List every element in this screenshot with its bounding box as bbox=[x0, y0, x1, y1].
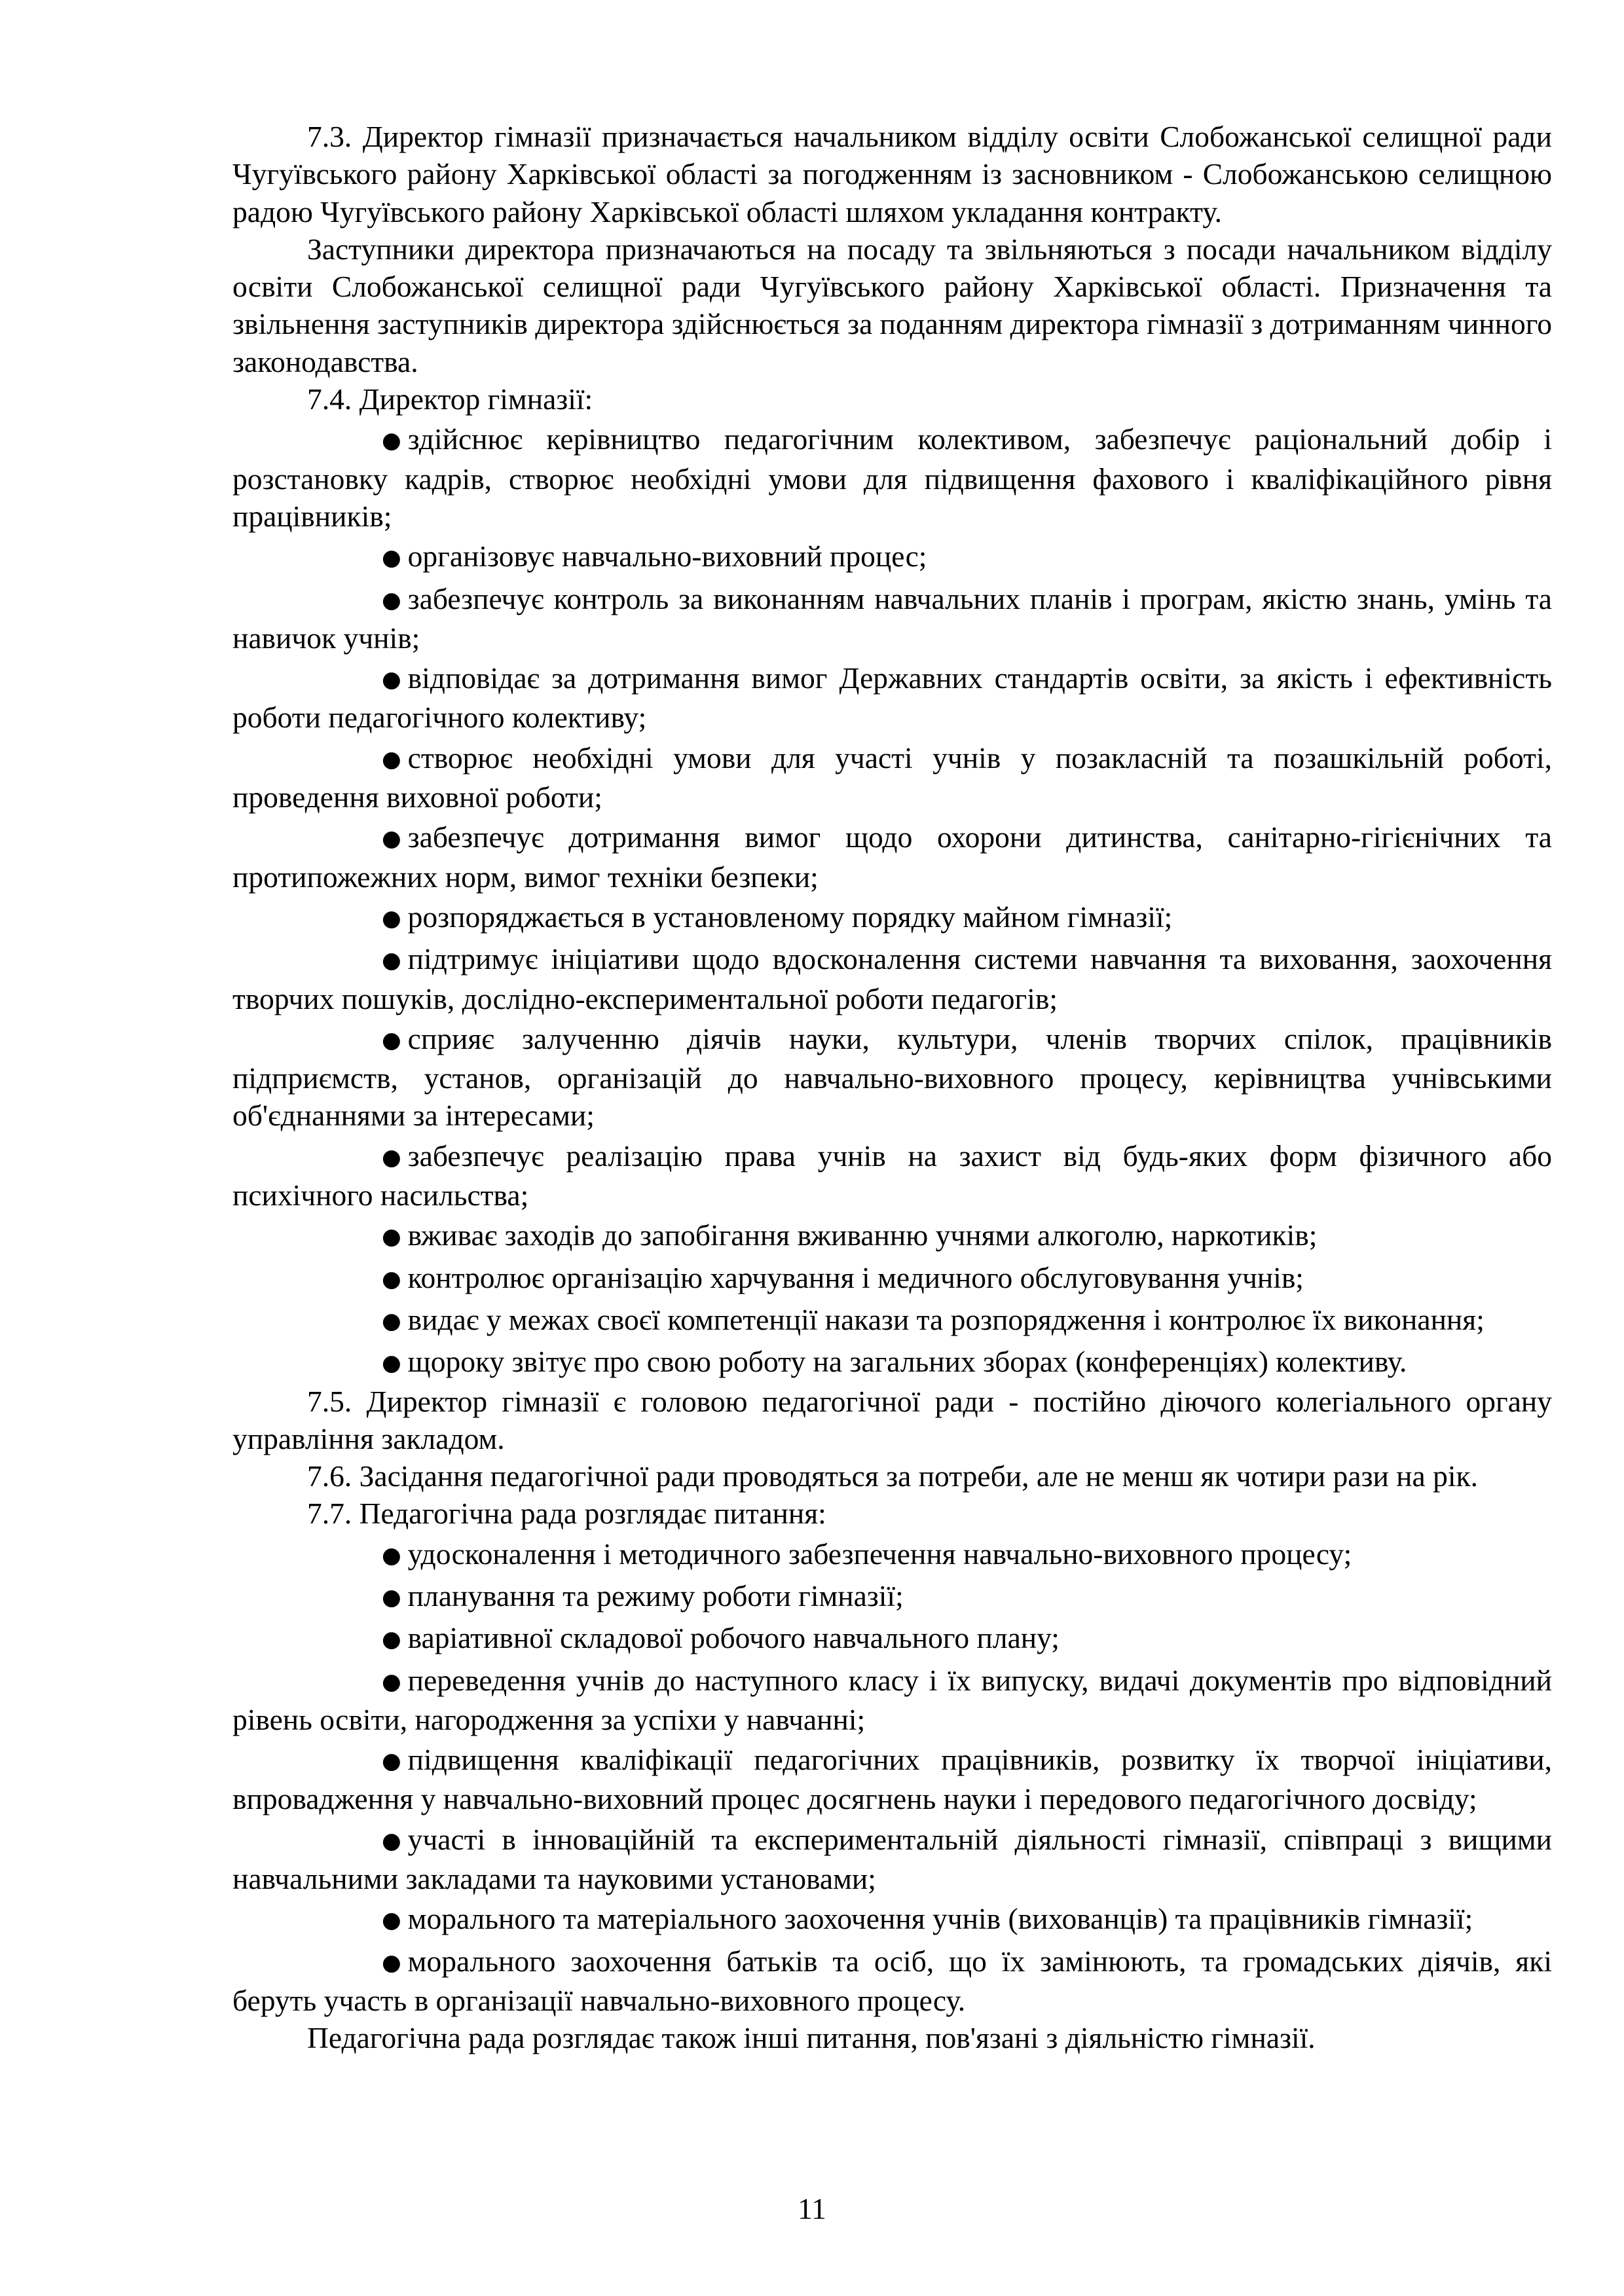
list-item-text: морального заохочення батьків та осіб, що їх замінюють, та громадських діячів, які беруть участь в організації навчально-виховного процесу. bbox=[232, 1944, 1552, 2017]
bullet-icon: ● bbox=[382, 1668, 401, 1695]
list-item-text: вживає заходів до запобігання вживанню учнями алкоголю, наркотиків; bbox=[407, 1218, 1318, 1252]
list-item-text: забезпечує контроль за виконанням навчальних планів і програм, якістю знань, умінь та навичок учнів; bbox=[232, 581, 1552, 655]
list-item bbox=[232, 1216, 1552, 1256]
list-item bbox=[232, 1900, 1552, 1939]
paragraph-7-5: 7.5. Директор гімназії є головою педагогічної ради - постійно діючого колегіального органу управління закладом. bbox=[232, 1384, 1552, 1455]
list-item bbox=[232, 659, 1552, 737]
list-item-text: варіативної складової робочого навчального плану; bbox=[407, 1621, 1060, 1655]
list-item bbox=[232, 1741, 1552, 1818]
bullet-icon: ● bbox=[382, 1224, 401, 1250]
list-item-text: морального та матеріального заохочення учнів (вихованців) та працівників гімназії; bbox=[407, 1902, 1473, 1936]
list-item-text: підвищення кваліфікації педагогічних працівників, розвитку їх творчої ініціативи, впровадження у навчально-виховний процес досягнень науки і передового педагогічного досвіду; bbox=[232, 1743, 1552, 1816]
list-item-text: розпоряджається в установленому порядку майном гімназії; bbox=[407, 900, 1173, 934]
list-item bbox=[232, 538, 1552, 577]
list-item bbox=[232, 580, 1552, 657]
bullet-icon: ● bbox=[382, 1827, 401, 1854]
list-item bbox=[232, 818, 1552, 896]
bullet-icon: ● bbox=[382, 1907, 401, 1934]
list-item-text: видає у межах своєї компетенції накази та розпорядження і контролює їх виконання; bbox=[407, 1302, 1485, 1336]
bullet-icon: ● bbox=[382, 1949, 401, 1976]
bullet-icon: ● bbox=[382, 1542, 401, 1569]
list-item bbox=[232, 1619, 1552, 1658]
paragraph-7-3: 7.3. Директор гімназії призначається начальником відділу освіти Слобожанської селищної ради Чугуївського району Харківської області за погодженням із засновником - Слобожанською селищною радою Чугуївського району Харківської області шляхом укладання контракту. bbox=[232, 120, 1552, 228]
paragraph-deputies: Заступники директора призначаються на посаду та звільняються з посади начальником відділу освіти Слобожанської селищної ради Чугуївського району Харківської області. Призначення та звільнення заступників директора здійснюється за поданням директора гімназії з дотриманням чинного законодавства. bbox=[232, 232, 1552, 378]
list-item-text: удосконалення і методичного забезпечення навчально-виховного процесу; bbox=[407, 1537, 1352, 1571]
paragraph-7-6: 7.6. Засідання педагогічної ради проводяться за потреби, але не менш як чотири рази на рік. bbox=[307, 1459, 1478, 1493]
paragraph-7-4: 7.4. Директор гімназії: bbox=[307, 382, 593, 416]
bullet-icon: ● bbox=[382, 1748, 401, 1775]
list-item-text: забезпечує реалізацію права учнів на захист від будь-яких форм фізичного або психічного насильства; bbox=[232, 1139, 1552, 1212]
list-item-text: організовує навчально-виховний процес; bbox=[407, 539, 927, 574]
list-item-text: участі в інноваційній та експериментальній діяльності гімназії, співпраці з вищими навчальними закладами та науковими установами; bbox=[232, 1822, 1552, 1896]
list-item bbox=[232, 1577, 1552, 1616]
bullet-icon: ● bbox=[382, 1266, 401, 1292]
bullet-icon: ● bbox=[382, 905, 401, 932]
bullet-icon: ● bbox=[382, 746, 401, 773]
list-item-text: планування та режиму роботи гімназії; bbox=[407, 1578, 904, 1613]
bullet-icon: ● bbox=[382, 587, 401, 613]
list-item bbox=[232, 940, 1552, 1017]
paragraph-7-7: 7.7. Педагогічна рада розглядає питання: bbox=[307, 1497, 826, 1531]
bullet-icon: ● bbox=[382, 1626, 401, 1653]
page-number: 11 bbox=[798, 2192, 826, 2225]
bullet-icon: ● bbox=[382, 947, 401, 974]
bullet-icon: ● bbox=[382, 1307, 401, 1334]
list-item bbox=[232, 1942, 1552, 2020]
paragraph-closing: Педагогічна рада розглядає також інші питання, пов'язані з діяльністю гімназії. bbox=[307, 2021, 1316, 2055]
list-item-text: здійснює керівництво педагогічним колективом, забезпечує раціональний добір і розстановку кадрів, створює необхідні умови для підвищення фахового і кваліфікаційного рівня працівників; bbox=[232, 422, 1552, 533]
bullet-icon: ● bbox=[382, 666, 401, 693]
list-item-text: щороку звітує про свою роботу на загальних зборах (конференціях) колективу. bbox=[407, 1345, 1407, 1379]
list-item bbox=[232, 1137, 1552, 1214]
bullet-icon: ● bbox=[382, 1027, 401, 1053]
list-item bbox=[232, 1535, 1552, 1575]
document-body bbox=[232, 118, 1552, 2057]
bullet-icon: ● bbox=[382, 1584, 401, 1611]
list-item bbox=[232, 1662, 1552, 1739]
bullet-icon: ● bbox=[382, 826, 401, 852]
list-item bbox=[232, 1259, 1552, 1298]
list-item-text: забезпечує дотримання вимог щодо охорони дитинства, санітарно-гігієнічних та протипожежних норм, вимог техніки безпеки; bbox=[232, 820, 1552, 894]
list-item-text: підтримує ініціативи щодо вдосконалення системи навчання та виховання, заохочення творчих пошуків, дослідно-експериментальної роботи педагогів; bbox=[232, 942, 1552, 1015]
list-item bbox=[232, 420, 1552, 535]
bullet-icon: ● bbox=[382, 1350, 401, 1377]
list-item-text: сприяє залученню діячів науки, культури, членів творчих спілок, працівників підприємств, установ, організацій до навчально-виховного процесу, керівництва учнівськими об'єднаннями за інтересами; bbox=[232, 1021, 1552, 1133]
bullet-icon: ● bbox=[382, 545, 401, 572]
list-item bbox=[232, 1821, 1552, 1898]
bullet-icon: ● bbox=[382, 428, 401, 454]
list-item bbox=[232, 1020, 1552, 1135]
list-item bbox=[232, 739, 1552, 816]
list-item-text: створює необхідні умови для участі учнів у позакласній та позашкільній роботі, проведення виховної роботи; bbox=[232, 740, 1552, 814]
list-item bbox=[232, 898, 1552, 938]
list-item bbox=[232, 1301, 1552, 1340]
list-item-text: переведення учнів до наступного класу і їх випуску, видачі документів про відповідний рівень освіти, нагородження за успіхи у навчанні; bbox=[232, 1663, 1552, 1736]
list-item-text: контролює організацію харчування і медичного обслуговування учнів; bbox=[407, 1260, 1304, 1294]
list-item bbox=[232, 1343, 1552, 1382]
list-item-text: відповідає за дотримання вимог Державних стандартів освіти, за якість і ефективність роботи педагогічного колективу; bbox=[232, 661, 1552, 735]
bullet-icon: ● bbox=[382, 1144, 401, 1171]
